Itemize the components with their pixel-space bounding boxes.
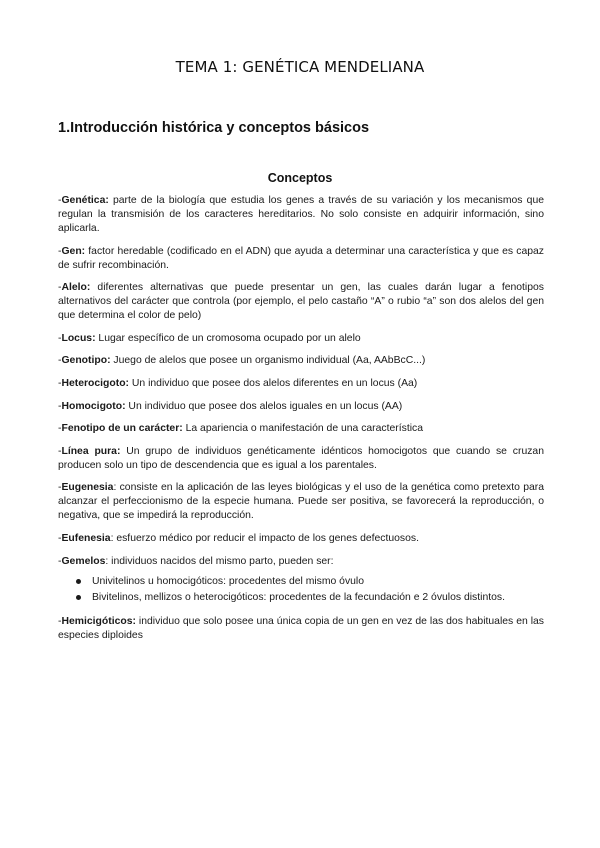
definition-heterocigoto: -Heterocigoto: Un individuo que posee dos alelos diferentes en un locus (Aa) [58,377,418,389]
definition-fenotipo: -Fenotipo de un carácter: La apariencia o manifestación de una característica [58,423,423,435]
concepts-subheading: Conceptos [267,171,333,185]
gemelos-list [58,574,544,606]
definition-eugenesia: -Eugenesia: consiste en la aplicación de las leyes biológicas y el uso de la genética como pretexto para alcanzar el perfeccionismo de la especie humana. Puede ser positiva, se favorecerá la reproducción, o negativa, que se impedirá la reproducción. [58,482,544,522]
bullet-icon [76,595,81,600]
definition-genetica: -Genética: parte de la biología que estudia los genes a través de su variación y los mecanismos que regulan la transmisión de los caracteres hereditarios. No solo consiste en adquirir información, sino aplicarla. [58,195,544,234]
definition-homocigoto: -Homocigoto: Un individuo que posee dos alelos iguales en un locus (AA) [58,400,403,412]
definition-gen: -Gen: factor heredable (codificado en el ADN) que ayuda a determinar una característica y que es capaz de sufrir recombinación. [58,245,544,271]
definition-locus: -Locus: Lugar específico de un cromosoma ocupado por un alelo [58,332,361,344]
bullet-icon [76,579,81,584]
definition-eufenesia: -Eufenesia: esfuerzo médico por reducir el impacto de los genes defectuosos. [58,532,419,544]
list-item: Bivitelinos, mellizos o heterocigóticos: procedentes de la fecundación e 2 óvulos distintos. [58,590,544,606]
definition-alelo: -Alelo: diferentes alternativas que puede presentar un gen, las cuales darán lugar a fenotipos alternativos del carácter que controla (por ejemplo, el pelo castaño “A” o rubio “a” son dos alelos del gen que determina el color de pelo) [58,282,544,322]
definition-gemelos: -Gemelos: individuos nacidos del mismo parto, pueden ser: [58,555,334,567]
definition-genotipo: -Genotipo: Juego de alelos que posee un organismo individual (Aa, AAbBcC...) [58,355,426,367]
list-item: Univitelinos u homocigóticos: procedentes del mismo óvulo [58,574,544,590]
definition-linea-pura: -Línea pura: Un grupo de individuos genéticamente idénticos homocigotos que cuando se cruzan producen solo un tipo de descendencia que es igual a los parentales. [58,445,544,471]
definitions-body [58,194,544,651]
definition-hemicigoticos: -Hemicigóticos: individuo que solo posee una única copia de un gen en vez de las dos habituales en las especies diploides [58,615,544,641]
section-heading: 1.Introducción histórica y conceptos básicos [58,120,370,136]
page-title: TEMA 1: GENÉTICA MENDELIANA [175,58,425,76]
